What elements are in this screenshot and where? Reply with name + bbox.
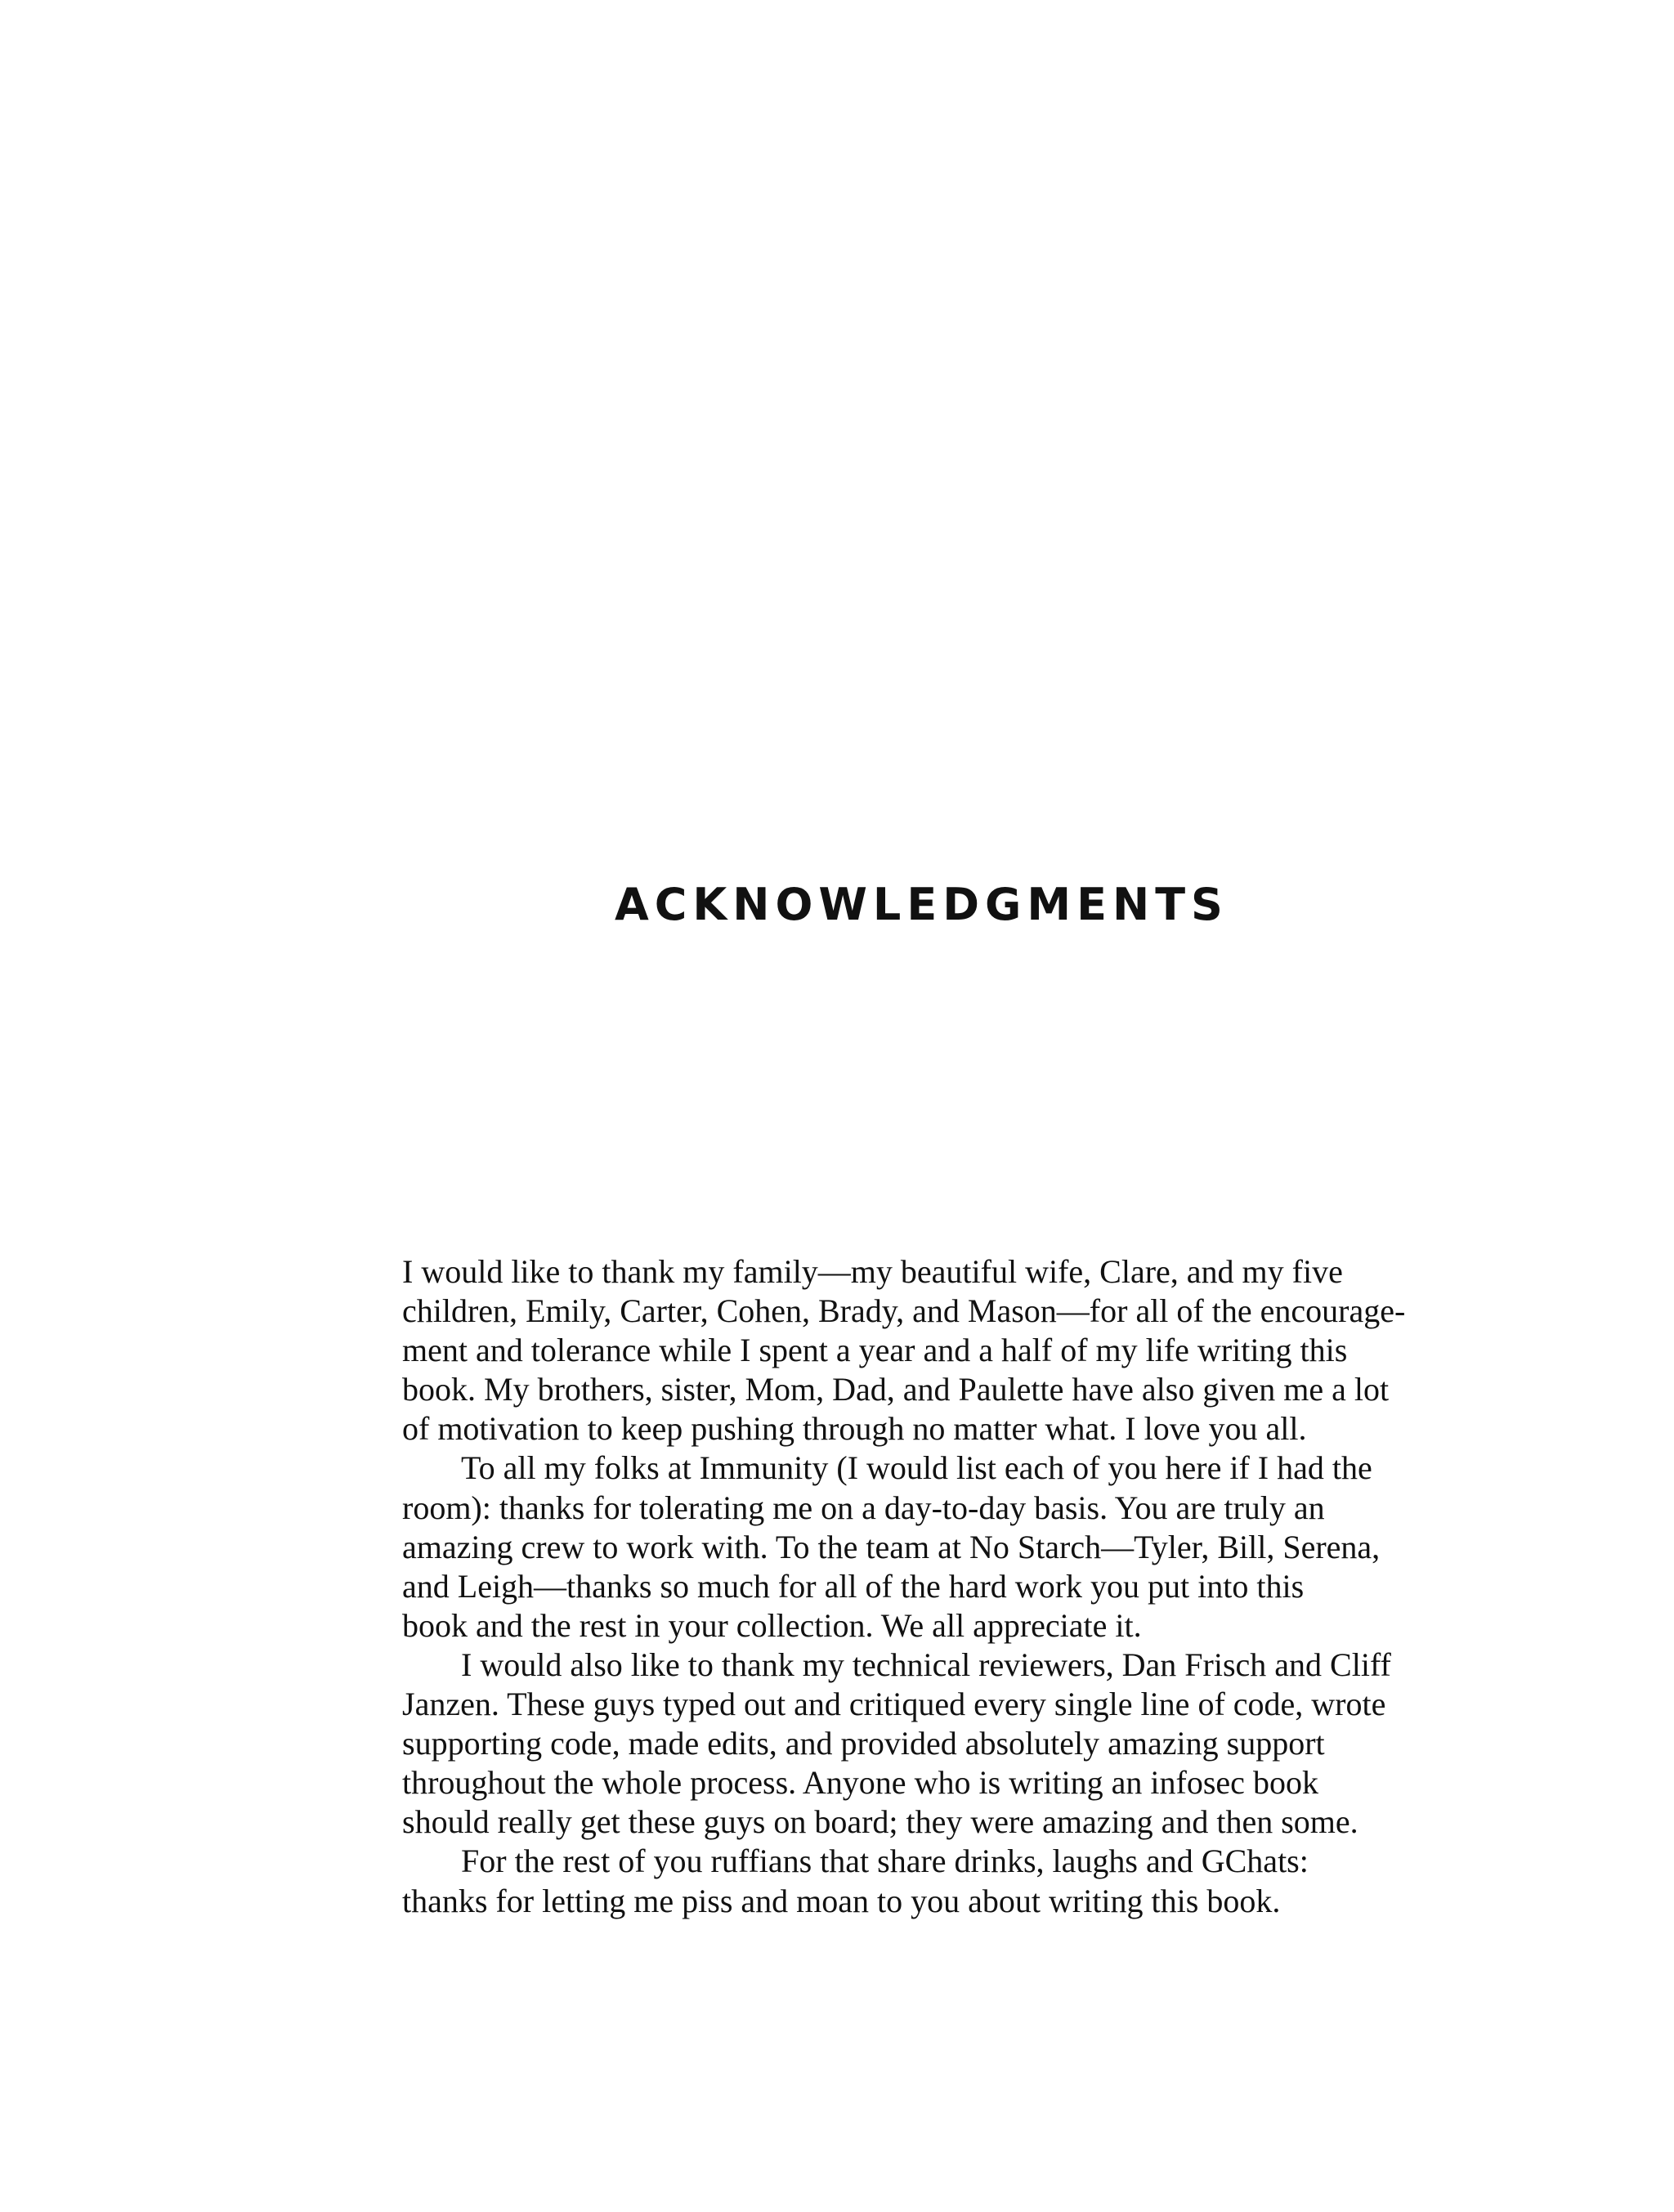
text-line: room): thanks for tolerating me on a day-to-day basis. You are truly an bbox=[402, 1489, 1325, 1526]
text-line: supporting code, made edits, and provided absolutely amazing support bbox=[402, 1725, 1325, 1762]
text-line: ment and tolerance while I spent a year and a half of my life writing this bbox=[402, 1332, 1348, 1369]
paragraph-family bbox=[402, 1252, 1499, 1449]
text-line: amazing crew to work with. To the team at No Starch—Tyler, Bill, Serena, bbox=[402, 1528, 1381, 1565]
paragraph-immunity bbox=[402, 1449, 1499, 1645]
paragraph-reviewers bbox=[402, 1646, 1499, 1842]
text-line: thanks for letting me piss and moan to you about writing this book. bbox=[402, 1882, 1281, 1919]
text-line: book. My brothers, sister, Mom, Dad, and Paulette have also given me a lot bbox=[402, 1371, 1390, 1408]
page-heading: ACKNOWLEDGMENTS bbox=[615, 879, 1229, 930]
text-line: I would like to thank my family—my beautiful wife, Clare, and my five bbox=[402, 1253, 1343, 1290]
text-line: throughout the whole process. Anyone who is writing an infosec book bbox=[402, 1764, 1318, 1802]
text-line: For the rest of you ruffians that share drinks, laughs and GChats: bbox=[461, 1843, 1309, 1880]
text-line: of motivation to keep pushing through no matter what. I love you all. bbox=[402, 1410, 1307, 1448]
text-line: To all my folks at Immunity (I would list each of you here if I had the bbox=[461, 1449, 1372, 1487]
text-line: I would also like to thank my technical reviewers, Dan Frisch and Cliff bbox=[461, 1646, 1391, 1683]
text-line: book and the rest in your collection. We all appreciate it. bbox=[402, 1606, 1142, 1644]
paragraph-friends bbox=[402, 1842, 1499, 1920]
text-line: and Leigh—thanks so much for all of the hard work you put into this bbox=[402, 1567, 1305, 1605]
body-text bbox=[402, 1252, 1499, 1921]
text-line: Janzen. These guys typed out and critiqued every single line of code, wrote bbox=[402, 1686, 1386, 1723]
text-line: children, Emily, Carter, Cohen, Brady, and Mason—for all of the encourage- bbox=[402, 1292, 1406, 1330]
text-line: should really get these guys on board; they were amazing and then some. bbox=[402, 1803, 1358, 1841]
